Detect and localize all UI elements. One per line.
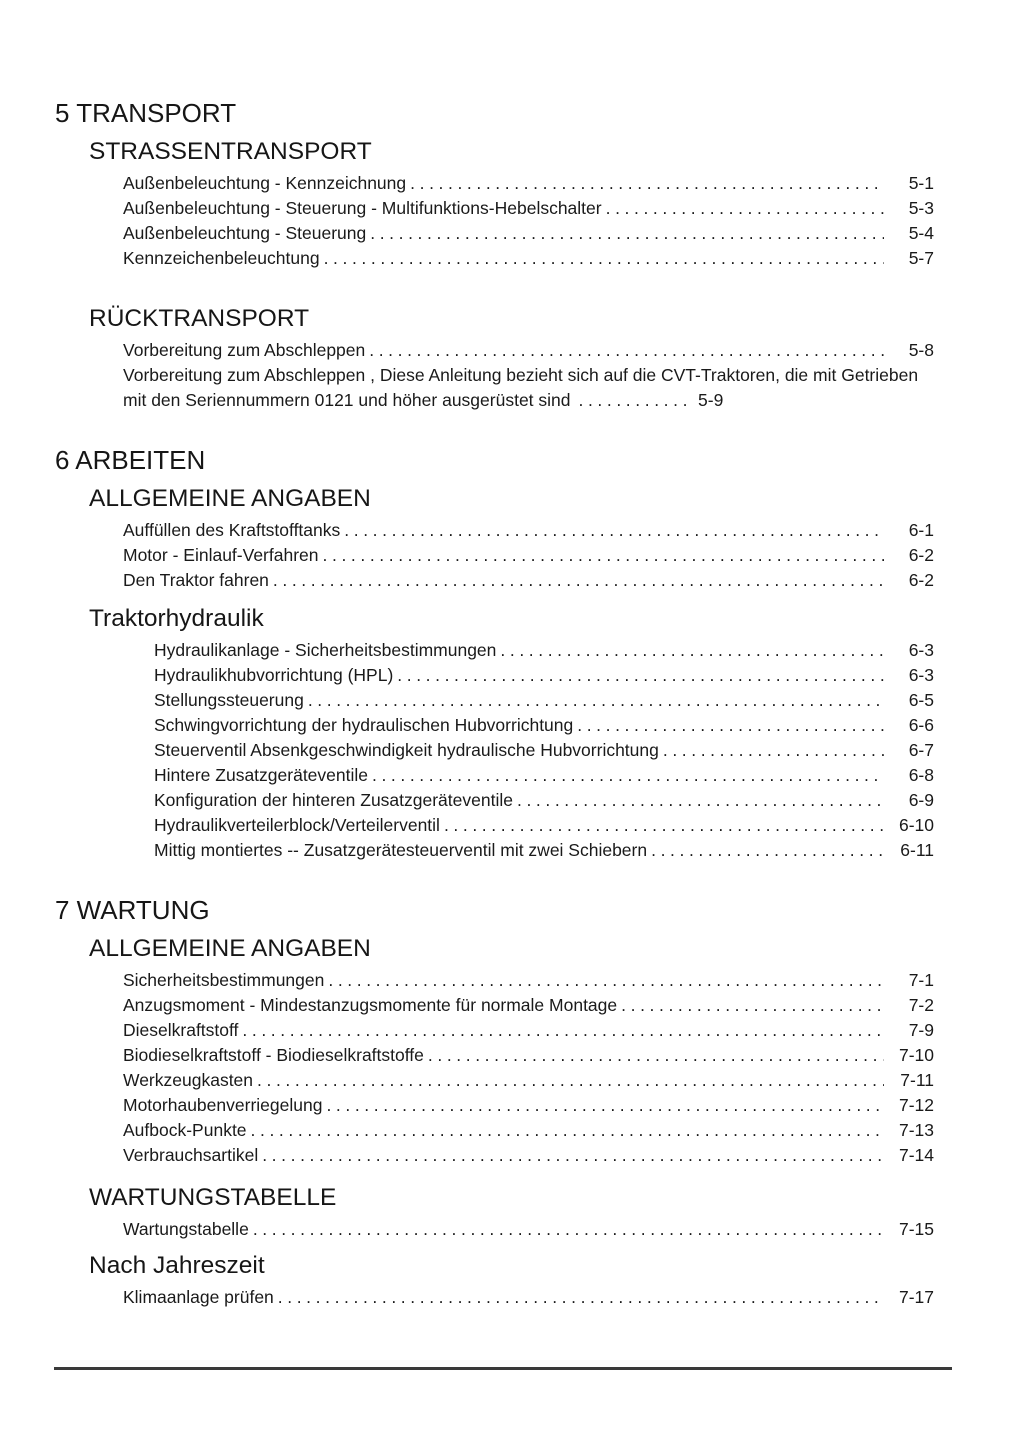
section-heading: RÜCKTRANSPORT xyxy=(89,305,310,332)
section-strassentransport xyxy=(55,136,934,271)
section-allgemeine-angaben-6 xyxy=(55,483,934,593)
toc-entry xyxy=(154,688,934,713)
toc-entry xyxy=(123,1143,934,1168)
entry-title: Motorhaubenverriegelung xyxy=(123,1095,323,1115)
dot-leader xyxy=(326,1093,884,1118)
entry-title: Den Traktor fahren xyxy=(123,570,269,590)
toc-entry xyxy=(154,813,934,838)
toc-entry xyxy=(123,221,934,246)
entry-title: Schwingvorrichtung der hydraulischen Hubvorrichtung xyxy=(154,715,574,735)
chapter-wartung xyxy=(55,893,934,1310)
entry-page-number: 6-1 xyxy=(908,520,934,540)
toc-entry xyxy=(123,196,934,221)
dot-leader xyxy=(242,1018,884,1043)
dot-leader xyxy=(410,171,884,196)
entry-title: Wartungstabelle xyxy=(123,1219,249,1239)
dot-leader xyxy=(278,1285,884,1310)
chapter-heading: 5 TRANSPORT xyxy=(55,98,237,128)
entry-title: Vorbereitung zum Abschleppen xyxy=(123,340,366,360)
dot-leader xyxy=(324,246,884,271)
footer-rule xyxy=(54,1367,952,1370)
toc-entry xyxy=(123,568,934,593)
entry-page-number: 6-5 xyxy=(908,690,934,710)
entry-page-number: 6-11 xyxy=(900,840,934,860)
toc-entry xyxy=(123,246,934,271)
entry-title: Dieselkraftstoff xyxy=(123,1020,239,1040)
toc-entry xyxy=(154,738,934,763)
entry-list xyxy=(154,638,934,863)
toc-entry xyxy=(123,968,934,993)
entry-title: Konfiguration der hinteren Zusatzgeräteventile xyxy=(154,790,513,810)
entry-page-number: 5-1 xyxy=(908,173,934,193)
dot-leader xyxy=(663,738,884,763)
section-heading: Traktorhydraulik xyxy=(89,605,264,632)
entry-page-number: 7-14 xyxy=(898,1145,934,1165)
dot-leader xyxy=(251,1118,884,1143)
dot-leader xyxy=(606,196,884,221)
dot-leader xyxy=(621,993,884,1018)
section-traktorhydraulik xyxy=(55,603,934,863)
section-heading: Nach Jahreszeit xyxy=(89,1252,265,1279)
entry-page-number: 7-9 xyxy=(908,1020,934,1040)
entry-page-number: 5-3 xyxy=(908,198,934,218)
toc-entry xyxy=(123,1043,934,1068)
entry-page-number: 6-2 xyxy=(908,570,934,590)
entry-title: Aufbock-Punkte xyxy=(123,1120,247,1140)
entry-title: Sicherheitsbestimmungen xyxy=(123,970,325,990)
toc-entry xyxy=(154,788,934,813)
toc-entry xyxy=(123,1285,934,1310)
dot-leader xyxy=(517,788,884,813)
entry-title: Hydraulikanlage - Sicherheitsbestimmungen xyxy=(154,640,497,660)
entry-page-number: 7-11 xyxy=(900,1070,934,1090)
toc-entry xyxy=(123,543,934,568)
entry-page-number: 6-7 xyxy=(908,740,934,760)
dot-leader xyxy=(273,568,884,593)
section-ruecktransport xyxy=(55,303,934,413)
toc-entry xyxy=(154,838,934,863)
dot-leader xyxy=(344,518,884,543)
entry-page-number: 5-4 xyxy=(908,223,934,243)
toc-entry xyxy=(123,171,934,196)
dot-leader xyxy=(651,838,884,863)
section-heading: STRASSENTRANSPORT xyxy=(89,138,372,165)
dot-leader xyxy=(571,390,699,410)
entry-page-number: 6-2 xyxy=(908,545,934,565)
entry-page-number: 5-7 xyxy=(908,248,934,268)
entry-title: Steuerventil Absenkgeschwindigkeit hydraulische Hubvorrichtung xyxy=(154,740,659,760)
dot-leader xyxy=(372,763,884,788)
entry-page-number: 6-8 xyxy=(908,765,934,785)
entry-list xyxy=(123,1217,934,1242)
entry-page-number: 6-3 xyxy=(908,640,934,660)
entry-page-number: 6-9 xyxy=(908,790,934,810)
entry-title: Außenbeleuchtung - Kennzeichnung xyxy=(123,173,407,193)
entry-page-number: 7-12 xyxy=(898,1095,934,1115)
dot-leader xyxy=(369,338,884,363)
entry-title: Verbrauchsartikel xyxy=(123,1145,259,1165)
dot-leader xyxy=(262,1143,884,1168)
toc-entry xyxy=(123,993,934,1018)
section-nach-jahreszeit xyxy=(55,1250,934,1310)
section-heading: ALLGEMEINE ANGABEN xyxy=(89,485,371,512)
entry-title: Stellungssteuerung xyxy=(154,690,304,710)
dot-leader xyxy=(397,663,884,688)
toc-entry xyxy=(154,638,934,663)
entry-title: Hydraulikhubvorrichtung (HPL) xyxy=(154,665,394,685)
toc-entry xyxy=(154,713,934,738)
entry-title: Hintere Zusatzgeräteventile xyxy=(154,765,368,785)
entry-page-number: 7-15 xyxy=(898,1219,934,1239)
dot-leader xyxy=(428,1043,884,1068)
dot-leader xyxy=(257,1068,884,1093)
entry-list xyxy=(123,338,934,413)
entry-title: Motor - Einlauf-Verfahren xyxy=(123,545,319,565)
entry-list xyxy=(123,171,934,271)
entry-page-number: 7-2 xyxy=(908,995,934,1015)
entry-page-number: 7-1 xyxy=(908,970,934,990)
entry-list xyxy=(123,518,934,593)
dot-leader xyxy=(328,968,884,993)
entry-page-number: 5-8 xyxy=(908,340,934,360)
chapter-transport xyxy=(55,96,934,413)
entry-title: Auffüllen des Kraftstofftanks xyxy=(123,520,341,540)
entry-title: Anzugsmoment - Mindestanzugsmomente für normale Montage xyxy=(123,995,618,1015)
toc-entry xyxy=(123,1217,934,1242)
toc-entry xyxy=(123,1093,934,1118)
dot-leader xyxy=(370,221,884,246)
chapter-heading: 7 WARTUNG xyxy=(55,895,210,925)
entry-title: Mittig montiertes -- Zusatzgerätesteuerventil mit zwei Schiebern xyxy=(154,840,648,860)
section-wartungstabelle xyxy=(55,1182,934,1242)
dot-leader xyxy=(500,638,884,663)
toc-entry xyxy=(154,763,934,788)
dot-leader xyxy=(577,713,884,738)
dot-leader xyxy=(253,1217,884,1242)
toc-entry xyxy=(123,1118,934,1143)
entry-page-number: 6-10 xyxy=(898,815,934,835)
entry-title: Außenbeleuchtung - Steuerung - Multifunktions-Hebelschalter xyxy=(123,198,602,218)
entry-title: Hydraulikverteilerblock/Verteilerventil xyxy=(154,815,440,835)
entry-page-number: 7-13 xyxy=(898,1120,934,1140)
entry-list xyxy=(123,968,934,1168)
entry-title: Außenbeleuchtung - Steuerung xyxy=(123,223,367,243)
entry-page-number: 6-6 xyxy=(908,715,934,735)
toc-entry xyxy=(123,363,934,413)
entry-title: Vorbereitung zum Abschleppen , Diese Anleitung bezieht sich auf die CVT-Traktoren, die mit Getrieben mit den Seriennummern 0121 und höher ausgerüstet sind xyxy=(123,365,919,410)
toc-entry xyxy=(123,338,934,363)
dot-leader xyxy=(308,688,884,713)
dot-leader xyxy=(323,543,884,568)
entry-page-number: 7-17 xyxy=(898,1287,934,1307)
toc-entry xyxy=(154,663,934,688)
entry-page-number: 5-9 xyxy=(698,390,724,410)
entry-title: Kennzeichenbeleuchtung xyxy=(123,248,320,268)
entry-title: Werkzeugkasten xyxy=(123,1070,254,1090)
entry-list xyxy=(123,1285,934,1310)
chapter-heading: 6 ARBEITEN xyxy=(55,445,206,475)
entry-title: Biodieselkraftstoff - Biodieselkraftstoffe xyxy=(123,1045,424,1065)
chapter-arbeiten xyxy=(55,443,934,863)
entry-page-number: 7-10 xyxy=(898,1045,934,1065)
entry-title: Klimaanlage prüfen xyxy=(123,1287,274,1307)
toc-entry xyxy=(123,518,934,543)
toc-entry xyxy=(123,1018,934,1043)
toc-entry xyxy=(123,1068,934,1093)
dot-leader xyxy=(444,813,884,838)
section-allgemeine-angaben-7 xyxy=(55,933,934,1168)
section-heading: ALLGEMEINE ANGABEN xyxy=(89,935,371,962)
entry-page-number: 6-3 xyxy=(908,665,934,685)
section-heading: WARTUNGSTABELLE xyxy=(89,1184,337,1211)
